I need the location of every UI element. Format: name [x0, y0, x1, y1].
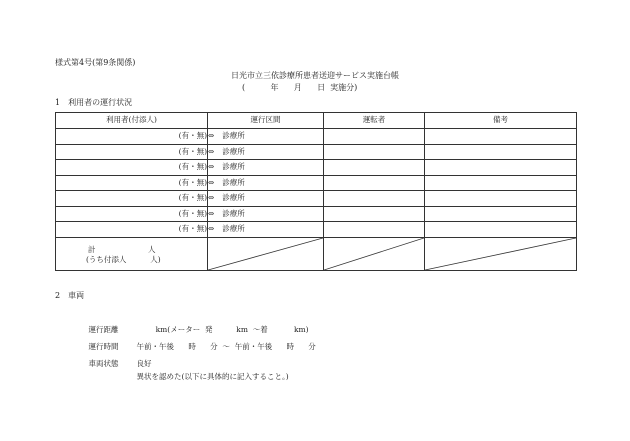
diagonal-line — [324, 238, 424, 270]
condition-abnormal-row — [127, 362, 289, 391]
route-destination: 診療所 — [222, 146, 245, 156]
total-cell — [56, 237, 208, 270]
route-destination: 診療所 — [222, 193, 245, 202]
condition-label: 車両状態 — [88, 359, 119, 368]
section-usage-heading: 1 利用者の運行状況 — [55, 98, 133, 107]
user-cell — [56, 144, 208, 160]
total-route-blank — [208, 237, 324, 270]
remarks-cell — [425, 129, 577, 145]
route-cell — [208, 222, 324, 238]
col-header-route: 運行区間 — [208, 113, 324, 129]
user-cell — [56, 160, 208, 176]
attendant-flag: (有・無) — [178, 162, 207, 171]
remarks-cell — [425, 206, 577, 222]
remarks-cell — [425, 222, 577, 238]
route-destination: 診療所 — [222, 177, 245, 187]
route-destination: 診療所 — [222, 131, 245, 140]
page-title: 日光市立三依診療所患者送迎サービス実施台帳 — [231, 71, 399, 80]
condition-abnormal: 異状を認めた(以下に具体的に記入すること。) — [136, 372, 289, 381]
user-cell — [56, 129, 208, 145]
table-row — [56, 191, 577, 207]
condition-good: 良好 — [136, 359, 152, 368]
total-remarks-blank — [425, 237, 577, 270]
total-row — [56, 237, 577, 270]
col-header-user: 利用者(付添人) — [56, 113, 208, 129]
section-vehicle-heading: 2 車両 — [55, 291, 85, 300]
remarks-cell — [425, 160, 577, 176]
remarks-cell — [425, 144, 577, 160]
driver-cell — [324, 160, 425, 176]
driver-cell — [324, 206, 425, 222]
diagonal-line — [208, 238, 323, 270]
driver-cell — [324, 129, 425, 145]
table-row — [56, 222, 577, 238]
time-label: 運行時間 — [88, 342, 119, 351]
driver-cell — [324, 175, 425, 191]
col-header-driver: 運転者 — [324, 113, 425, 129]
table-row — [56, 175, 577, 191]
user-cell — [56, 175, 208, 191]
route-destination: 診療所 — [222, 162, 245, 171]
user-cell — [56, 206, 208, 222]
user-cell — [56, 222, 208, 238]
route-cell — [208, 191, 324, 207]
total-attendant-label: (うち付添人 人) — [86, 254, 161, 264]
table-row — [56, 160, 577, 176]
bidirectional-arrow-icon: ⇔ — [208, 131, 215, 140]
route-cell — [208, 206, 324, 222]
driver-cell — [324, 222, 425, 238]
route-cell — [208, 160, 324, 176]
route-cell — [208, 175, 324, 191]
attendant-flag: (有・無) — [178, 177, 207, 187]
distance-label: 運行距離 — [88, 325, 119, 334]
bidirectional-arrow-icon: ⇔ — [208, 208, 215, 218]
route-cell — [208, 144, 324, 160]
diagonal-line — [425, 238, 576, 270]
remarks-cell — [425, 175, 577, 191]
usage-table — [55, 112, 577, 271]
remarks-cell — [425, 191, 577, 207]
total-count-label: 計 人 — [88, 244, 156, 254]
route-destination: 診療所 — [222, 208, 245, 218]
route-cell — [208, 129, 324, 145]
user-cell — [56, 191, 208, 207]
form-number: 様式第4号(第9条関係) — [55, 58, 136, 67]
bidirectional-arrow-icon: ⇔ — [208, 162, 215, 171]
bidirectional-arrow-icon: ⇔ — [208, 193, 215, 202]
time-value: 午前・午後 時 分 ～ 午前・午後 時 分 — [136, 342, 316, 351]
attendant-flag: (有・無) — [178, 224, 207, 233]
driver-cell — [324, 144, 425, 160]
table-row — [56, 206, 577, 222]
date-line: ( 年 月 日 実施分) — [242, 83, 358, 92]
distance-value: km(メーター 発 km ～着 km) — [136, 325, 309, 334]
total-driver-blank — [324, 237, 425, 270]
table-row — [56, 129, 577, 145]
table-row — [56, 144, 577, 160]
bidirectional-arrow-icon: ⇔ — [208, 146, 215, 156]
attendant-flag: (有・無) — [178, 208, 207, 218]
bidirectional-arrow-icon: ⇔ — [208, 177, 215, 187]
attendant-flag: (有・無) — [178, 131, 207, 140]
route-destination: 診療所 — [222, 224, 245, 233]
attendant-flag: (有・無) — [178, 146, 207, 156]
bidirectional-arrow-icon: ⇔ — [208, 224, 215, 233]
table-header-row — [56, 113, 577, 129]
driver-cell — [324, 191, 425, 207]
col-header-remarks: 備考 — [425, 113, 577, 129]
attendant-flag: (有・無) — [178, 193, 207, 202]
